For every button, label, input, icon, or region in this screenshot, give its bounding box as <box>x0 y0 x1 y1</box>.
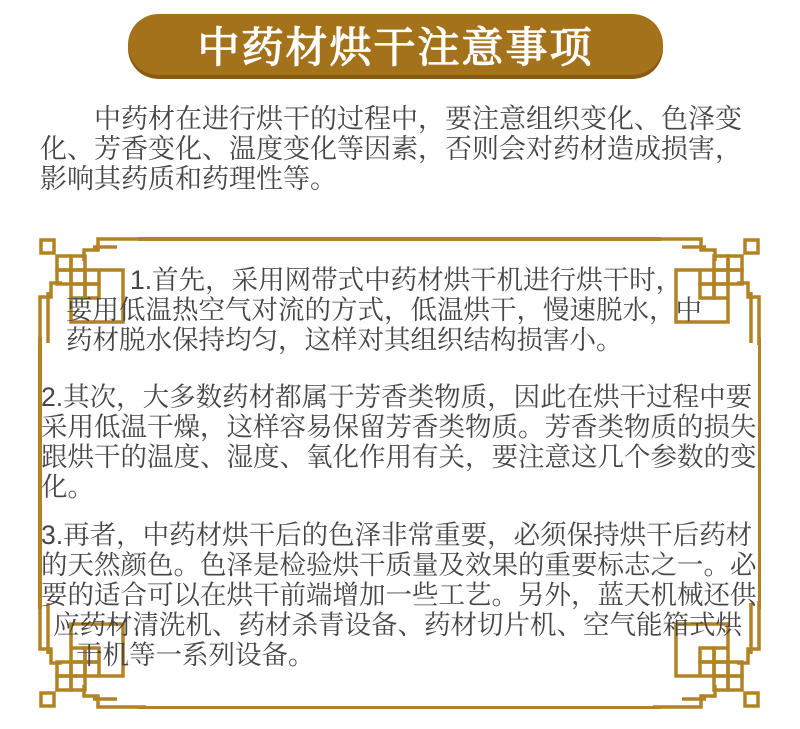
frame-edge-right <box>758 337 762 609</box>
note-line: 的天然颜色。色泽是检验烘干质量及效果的重要标志之一。必 <box>41 550 757 580</box>
title-banner <box>128 14 663 75</box>
frame-edge-top <box>138 237 661 241</box>
note-line: 干机等一系列设备。 <box>76 640 315 670</box>
intro-line: 化、芳香变化、温度变化等因素，否则会对药材造成损害， <box>40 134 742 164</box>
note-line: 应药材清洗机、药材杀青设备、药材切片机、空气能箱式烘 <box>53 610 742 640</box>
note-line: 药材脱水保持均匀，这样对其组织结构损害小。 <box>66 325 623 355</box>
note-item-2 <box>41 382 758 502</box>
note-line: 要用低温热空气对流的方式，低温烘干，慢速脱水，中 <box>66 295 702 325</box>
page-title: 中药材烘干注意事项 <box>197 23 594 71</box>
notes-frame <box>38 237 761 709</box>
note-line: 化。 <box>41 472 94 502</box>
note-line: 3.再者，中药材烘干后的色泽非常重要，必须保持烘干后药材 <box>41 520 753 550</box>
frame-edge-bottom <box>138 706 661 710</box>
note-item-1 <box>66 265 766 355</box>
note-line: 要的适合可以在烘干前端增加一些工艺。另外，蓝天机械还供 <box>41 580 757 610</box>
note-line: 1.首先，采用网带式中药材烘干机进行烘干时， <box>130 265 683 295</box>
note-line: 跟烘干的温度、湿度、氧化作用有关，要注意这几个参数的变 <box>41 442 757 472</box>
note-line: 2.其次，大多数药材都属于芳香类物质，因此在烘干过程中要 <box>41 382 753 412</box>
intro-line: 影响其药质和药理性等。 <box>40 164 337 194</box>
intro-line: 中药材在进行烘干的过程中，要注意组织变化、色泽变 <box>94 104 742 134</box>
note-line: 采用低温干燥，这样容易保留芳香类物质。芳香类物质的损失 <box>41 412 757 442</box>
note-item-3 <box>41 520 758 670</box>
intro-paragraph <box>40 104 785 194</box>
